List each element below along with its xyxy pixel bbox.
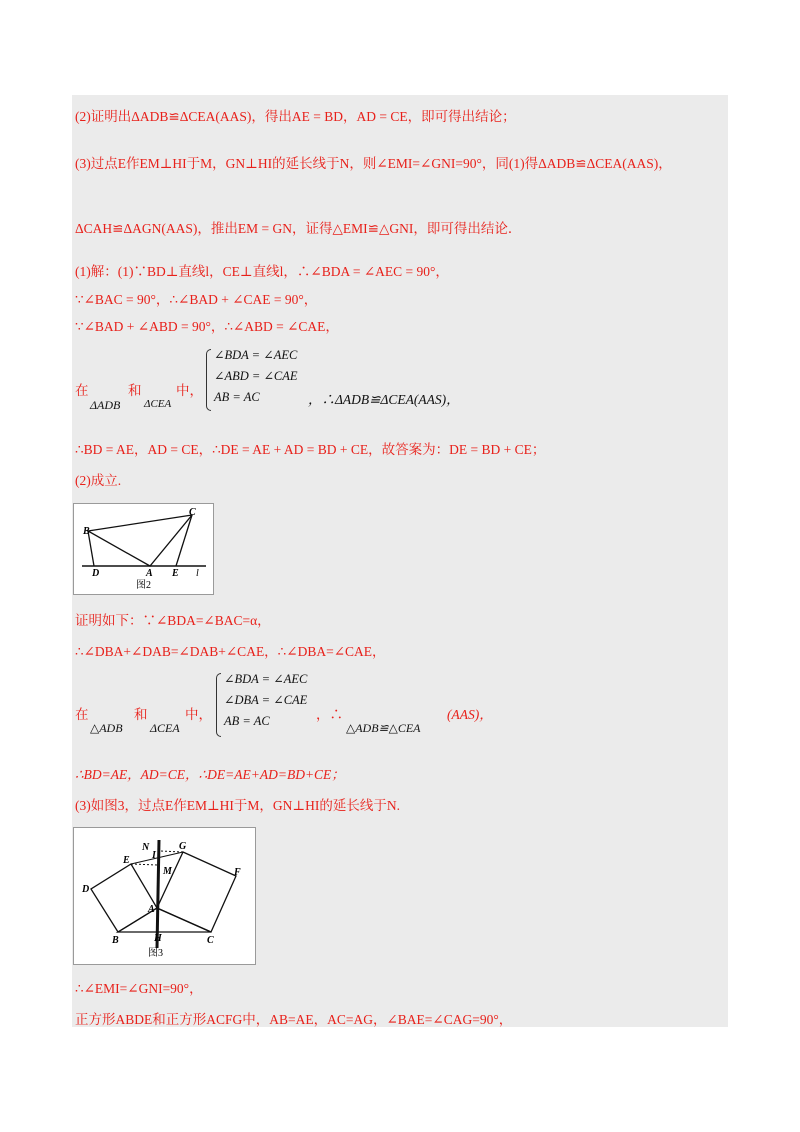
system1-eq3: AB = AC — [214, 390, 260, 404]
line-proof-conclusion: ∴BD=AE，AD=CE，∴DE=AE+AD=BD+CE； — [75, 767, 345, 782]
line-solution-2: ∵∠BAC = 90°，∴∠BAD + ∠CAE = 90°， — [75, 292, 318, 307]
system2-eq1: ∠BDA = ∠AEC — [224, 672, 308, 686]
system2-brace — [216, 673, 221, 737]
fig3-label-g: G — [179, 841, 187, 852]
figure-3 — [73, 827, 256, 965]
fig3-label-e: E — [123, 855, 130, 866]
fig3-label-d: D — [82, 884, 90, 895]
fig3-label-h: H — [154, 933, 162, 944]
line-step2-hint: (2)证明出ΔADB≌ΔCEA(AAS)，得出AE = BD，AD = CE，即可得出结论； — [75, 109, 516, 124]
line-solution-1: (1)解：(1)∵BD⊥直线l，CE⊥直线l，∴∠BDA = ∠AEC = 90°， — [75, 264, 449, 279]
system2-eq3: AB = AC — [224, 714, 270, 728]
line-squares: 正方形ABDE和正方形ACFG中，AB=AE，AC=AG，∠BAE=∠CAG=90°， — [75, 1012, 513, 1027]
figure-3-diagram — [74, 828, 255, 964]
system1-brace — [206, 349, 211, 411]
fig2-label-b: B — [83, 526, 90, 537]
congruence-2: △ADB≌△CEA — [346, 721, 421, 735]
line-part2-title: (2)成立. — [75, 473, 122, 488]
line-solution-3: ∵∠BAD + ∠ABD = 90°，∴∠ABD = ∠CAE， — [75, 319, 339, 334]
fig3-label-b: B — [112, 935, 119, 946]
line-in-label: 在 — [75, 383, 89, 398]
triangle-adb-label: ΔADB — [90, 398, 121, 412]
fig2-label-e: E — [172, 568, 179, 579]
equation-system-1 — [214, 345, 298, 408]
line-therefore-2: ，∴ — [316, 707, 343, 722]
fig2-label-l: l — [196, 568, 199, 579]
fig3-label-c: C — [207, 935, 214, 946]
fig2-label-a: A — [146, 568, 153, 579]
fig3-label-i: I — [152, 850, 156, 861]
line-right-angles: ∴∠EMI=∠GNI=90°， — [75, 981, 203, 996]
fig2-label-d: D — [92, 568, 100, 579]
line-part3-intro: (3)如图3，过点E作EM⊥HI于M，GN⊥HI的延长线于N. — [75, 798, 400, 813]
figure-2-diagram — [74, 504, 213, 594]
fig3-label-m: M — [163, 866, 172, 877]
fig3-label-a: A — [148, 904, 155, 915]
line-and-label: 和 — [128, 383, 142, 398]
line-step3-cont: ΔCAH≌ΔAGN(AAS)，推出EM = GN，证得△EMI≌△GNI，即可得出结论． — [75, 221, 522, 236]
line-step3-hint: (3)过点E作EM⊥HI于M，GN⊥HI的延长线于N，则∠EMI=∠GNI=90°，同(1)得ΔADB≌ΔCEA(AAS)， — [75, 156, 672, 171]
fig3-label-n: N — [142, 842, 150, 853]
system1-eq2: ∠ABD = ∠CAE — [214, 369, 298, 383]
equation-system-2 — [224, 669, 307, 732]
triangle-cea-label-2: ΔCEA — [150, 721, 180, 735]
triangle-adb-label-2: △ADB — [90, 721, 123, 735]
line-and-label-2: 和 — [134, 707, 148, 722]
line-middle-label-2: 中， — [185, 707, 212, 722]
system1-eq1: ∠BDA = ∠AEC — [214, 348, 298, 362]
line-aas-2: (AAS)， — [447, 707, 493, 722]
fig2-caption: 图2 — [136, 580, 151, 591]
line-proof-intro: 证明如下：∵∠BDA=∠BAC=α， — [75, 613, 271, 628]
fig3-caption: 图3 — [148, 948, 163, 959]
fig2-label-c: C — [189, 507, 196, 518]
system2-eq2: ∠DBA = ∠CAE — [224, 693, 308, 707]
line-proof-2: ∴∠DBA+∠DAB=∠DAB+∠CAE，∴∠DBA=∠CAE， — [75, 644, 386, 659]
line-middle-label: 中， — [176, 383, 203, 398]
line-in-label-2: 在 — [75, 707, 89, 722]
triangle-cea-label: ΔCEA — [144, 398, 172, 410]
line-solution-4: ∴BD = AE，AD = CE，∴DE = AE + AD = BD + CE，故答案为：DE = BD + CE； — [75, 442, 546, 457]
figure-2 — [73, 503, 214, 595]
fig3-label-f: F — [234, 867, 241, 878]
line-congruence-1: ，∴ΔADB≌ΔCEA(AAS)， — [308, 392, 460, 407]
